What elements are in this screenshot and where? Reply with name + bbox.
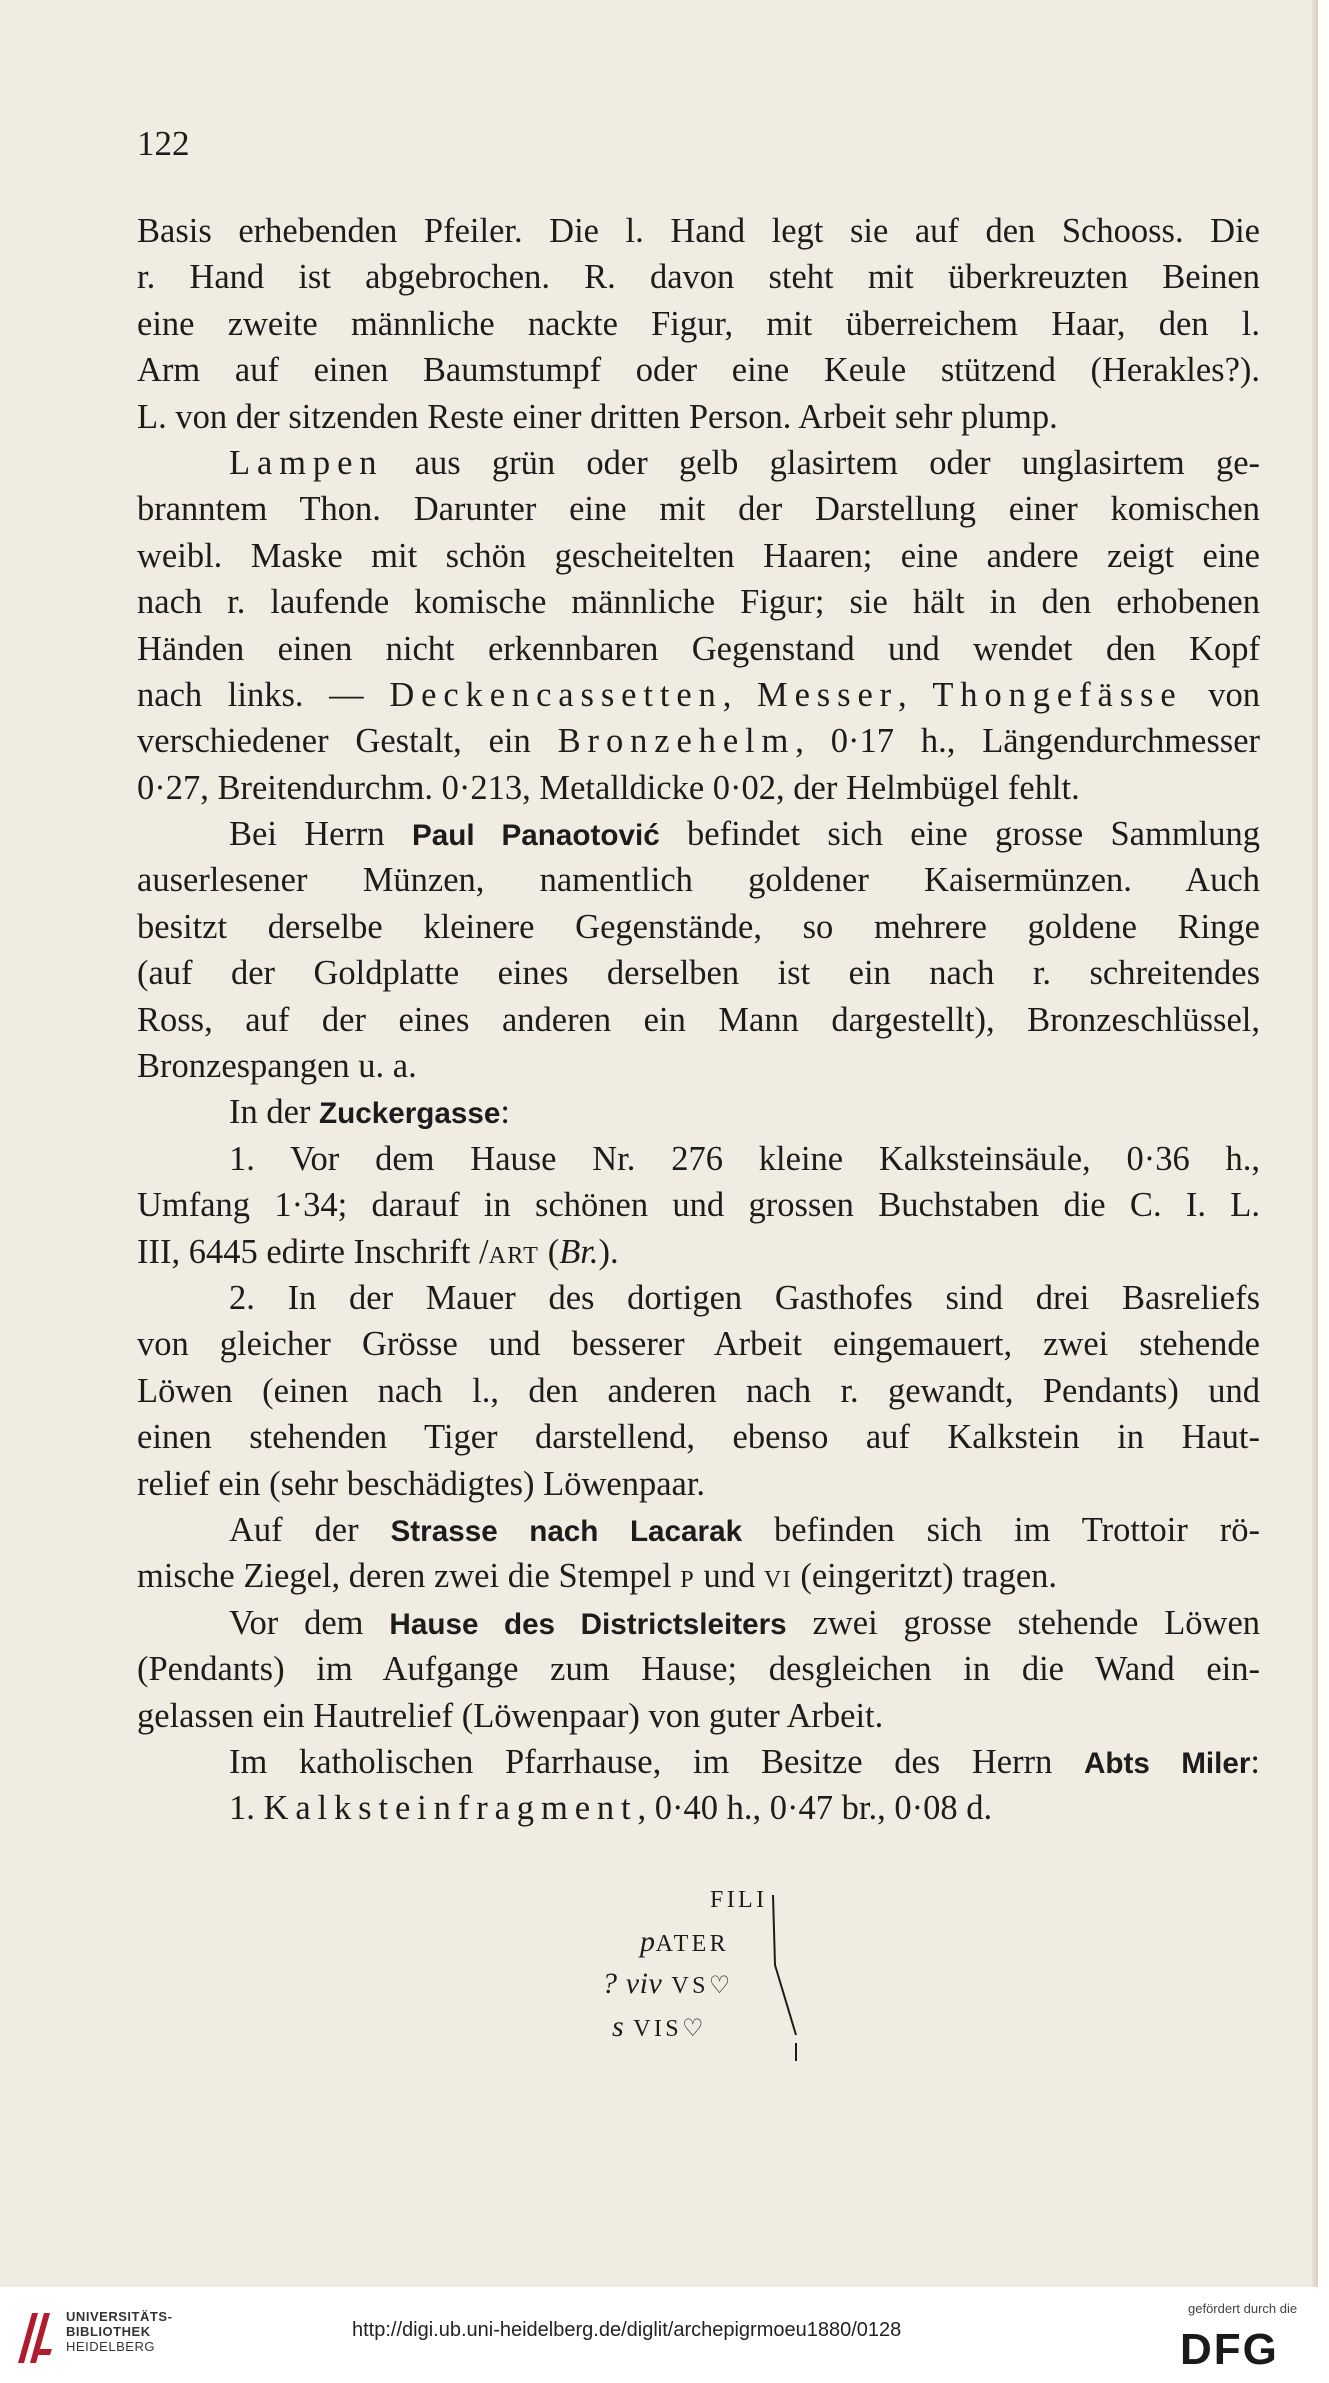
text-line: nach links. — Deckencassetten, Messer, Thongefässe von	[137, 675, 1260, 714]
inscription-line-3: ? viv VS♡	[602, 1967, 734, 2000]
text-line: 1. Vor dem Hause Nr. 276 kleine Kalksteinsäule, 0·36 h.,	[229, 1139, 1260, 1178]
text-line: Ross, auf der eines anderen ein Mann dargestellt), Bronzeschlüssel,	[137, 1000, 1260, 1039]
text-line: von gleicher Grösse und besserer Arbeit eingemauert, zwei stehende	[137, 1325, 1260, 1364]
inscription-line-4: s VIS♡	[612, 2010, 707, 2043]
text-line: III, 6445 edirte Inschrift /ART (Br.).	[137, 1232, 619, 1271]
text-line: nach r. laufende komische männliche Figur; sie hält in den erhobenen	[137, 583, 1260, 622]
text-line: Löwen (einen nach l., den anderen nach r. gewandt, Pendants) und	[137, 1371, 1260, 1410]
library-name: UNIVERSITÄTS- BIBLIOTHEK HEIDELBERG	[66, 2309, 173, 2354]
text-line: In der Zuckergasse:	[229, 1093, 510, 1132]
text-line: mische Ziegel, deren zwei die Stempel P und VI (eingeritzt) tragen.	[137, 1557, 1058, 1596]
text-line: Vor dem Hause des Districtsleiters zwei grosse stehende Löwen	[229, 1603, 1260, 1642]
text-line: eine zweite männliche nackte Figur, mit überreichem Haar, den l.	[137, 304, 1260, 343]
text-line: weibl. Maske mit schön gescheitelten Haaren; eine andere zeigt eine	[137, 536, 1260, 575]
text-line: Arm auf einen Baumstumpf oder eine Keule stützend (Herakles?).	[137, 351, 1260, 390]
footer-bar	[0, 2287, 1329, 2383]
inscription-fragment	[560, 1885, 820, 2065]
text-line: L. von der sitzenden Reste einer dritten Person. Arbeit sehr plump.	[137, 397, 1058, 436]
text-line: Basis erhebenden Pfeiler. Die l. Hand legt sie auf den Schooss. Die	[137, 212, 1260, 250]
text-line: (auf der Goldplatte eines derselben ist ein nach r. schreitendes	[137, 954, 1260, 993]
body-text	[137, 208, 1260, 1832]
university-library-logo-icon	[14, 2307, 56, 2367]
text-line: Bei Herrn Paul Panaotović befindet sich eine grosse Sammlung	[229, 815, 1260, 854]
text-line: Händen einen nicht erkennbaren Gegenstand und wendet den Kopf	[137, 629, 1260, 668]
text-line: r. Hand ist abgebrochen. R. davon steht mit überkreuzten Beinen	[137, 258, 1260, 297]
text-line: Im katholischen Pfarrhause, im Besitze des Herrn Abts Miler:	[229, 1742, 1260, 1781]
text-line: Bronzespangen u. a.	[137, 1047, 417, 1086]
text-line: 2. In der Mauer des dortigen Gasthofes sind drei Basreliefs	[229, 1278, 1260, 1317]
text-line: verschiedener Gestalt, ein Bronzehelm, 0·17 h., Längendurchmesser	[137, 722, 1260, 761]
text-line: Auf der Strasse nach Lacarak befinden sich im Trottoir rö-	[229, 1510, 1260, 1549]
text-line: relief ein (sehr beschädigtes) Löwenpaar.	[137, 1464, 706, 1503]
text-line: Lampen aus grün oder gelb glasirtem oder unglasirtem ge-	[229, 443, 1260, 482]
text-line: 1. Kalksteinfragment, 0·40 h., 0·47 br., 0·08 d.	[229, 1789, 993, 1828]
inscription-line-1: FILI	[710, 1887, 768, 1913]
funding-note: gefördert durch die	[1188, 2301, 1298, 2316]
text-line: besitzt derselbe kleinere Gegenstände, so mehrere goldene Ringe	[137, 907, 1260, 946]
text-line: Umfang 1·34; darauf in schönen und grossen Buchstaben die C. I. L.	[137, 1186, 1260, 1225]
inscription-line-2: pATER	[640, 1925, 730, 1958]
text-line: gelassen ein Hautrelief (Löwenpaar) von guter Arbeit.	[137, 1696, 884, 1735]
text-line: branntem Thon. Darunter eine mit der Darstellung einer komischen	[137, 490, 1260, 529]
permalink-url[interactable]: http://digi.ub.uni-heidelberg.de/diglit/archepigrmoeu1880/0128	[352, 2319, 902, 2341]
page-number: 122	[137, 124, 190, 163]
text-line: 0·27, Breitendurchm. 0·213, Metalldicke 0·02, der Helmbügel fehlt.	[137, 768, 1080, 807]
text-line: auserlesener Münzen, namentlich goldener Kaisermünzen. Auch	[137, 861, 1260, 900]
dfg-logo: DFG	[1180, 2325, 1279, 2374]
text-line: (Pendants) im Aufgange zum Hause; desgleichen in die Wand ein-	[137, 1650, 1260, 1689]
text-line: einen stehenden Tiger darstellend, ebenso auf Kalkstein in Haut-	[137, 1418, 1260, 1457]
